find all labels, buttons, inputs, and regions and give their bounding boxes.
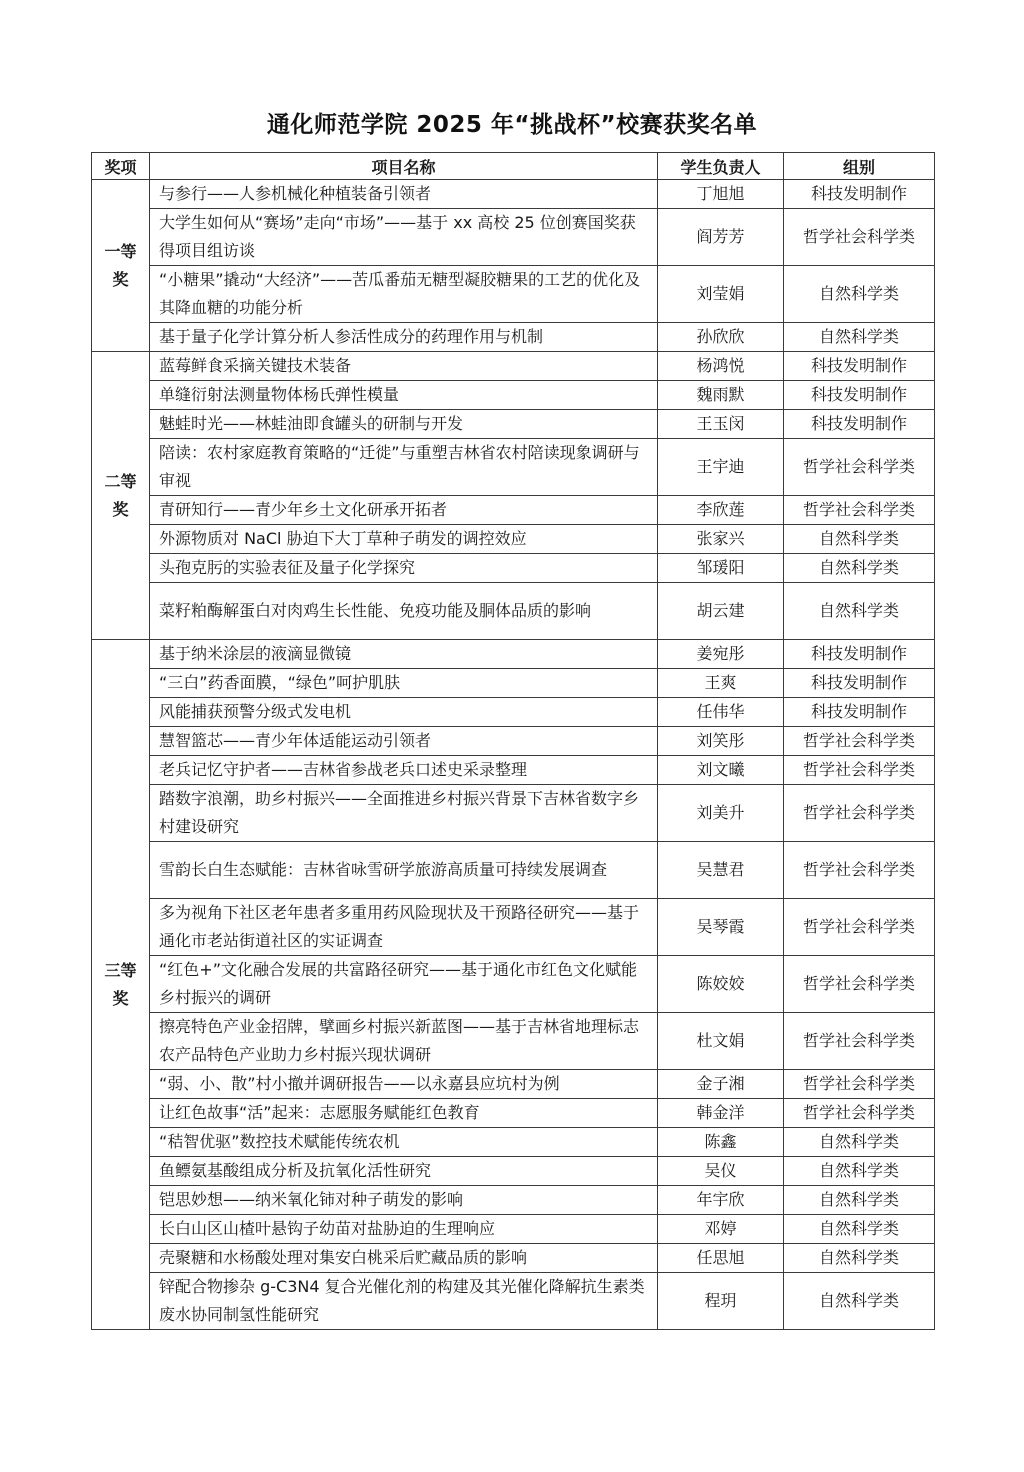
category: 科技发明制作 xyxy=(784,381,935,410)
project-name: 陪读：农村家庭教育策略的“迁徙”与重塑吉林省农村陪读现象调研与审视 xyxy=(150,439,658,496)
student-leader: 张家兴 xyxy=(658,525,784,554)
category: 自然科学类 xyxy=(784,525,935,554)
student-leader: 刘笑彤 xyxy=(658,727,784,756)
category: 哲学社会科学类 xyxy=(784,842,935,899)
category: 哲学社会科学类 xyxy=(784,1099,935,1128)
project-name: “三白”药香面膜，“绿色”呵护肌肤 xyxy=(150,669,658,698)
project-name: 长白山区山楂叶悬钩子幼苗对盐胁迫的生理响应 xyxy=(150,1215,658,1244)
award-level-second: 二等 奖 xyxy=(92,352,150,640)
student-leader: 吴慧君 xyxy=(658,842,784,899)
header-group: 组别 xyxy=(784,153,935,180)
project-name: 踏数字浪潮，助乡村振兴——全面推进乡村振兴背景下吉林省数字乡村建设研究 xyxy=(150,785,658,842)
table-row xyxy=(92,1128,935,1157)
project-name: 基于量子化学计算分析人参活性成分的药理作用与机制 xyxy=(150,323,658,352)
table-row xyxy=(92,1186,935,1215)
student-leader: 姜宛彤 xyxy=(658,640,784,669)
table-row xyxy=(92,554,935,583)
category: 科技发明制作 xyxy=(784,669,935,698)
table-row xyxy=(92,1273,935,1330)
header-level: 奖项 xyxy=(92,153,150,180)
table-row xyxy=(92,323,935,352)
student-leader: 刘美升 xyxy=(658,785,784,842)
project-name: 让红色故事“活”起来：志愿服务赋能红色教育 xyxy=(150,1099,658,1128)
student-leader: 金子湘 xyxy=(658,1070,784,1099)
student-leader: 任思旭 xyxy=(658,1244,784,1273)
document-title: 通化师范学院 2025 年“挑战杯”校赛获奖名单 xyxy=(266,112,758,138)
table-row xyxy=(92,1070,935,1099)
project-name: 铠思妙想——纳米氧化铈对种子萌发的影响 xyxy=(150,1186,658,1215)
student-leader: 杨鸿悦 xyxy=(658,352,784,381)
category: 自然科学类 xyxy=(784,1157,935,1186)
table-row xyxy=(92,1013,935,1070)
table-row xyxy=(92,583,935,640)
project-name: 魅蛙时光——林蛙油即食罐头的研制与开发 xyxy=(150,410,658,439)
award-level-third: 三等 奖 xyxy=(92,640,150,1330)
project-name: 青研知行——青少年乡土文化研承开拓者 xyxy=(150,496,658,525)
category: 哲学社会科学类 xyxy=(784,496,935,525)
category: 自然科学类 xyxy=(784,583,935,640)
student-leader: 刘文曦 xyxy=(658,756,784,785)
category: 自然科学类 xyxy=(784,266,935,323)
student-leader: 陈鑫 xyxy=(658,1128,784,1157)
project-name: 雪韵长白生态赋能：吉林省咏雪研学旅游高质量可持续发展调查 xyxy=(150,842,658,899)
student-leader: 李欣莲 xyxy=(658,496,784,525)
project-name: 基于纳米涂层的液滴显微镜 xyxy=(150,640,658,669)
category: 哲学社会科学类 xyxy=(784,756,935,785)
table-row xyxy=(92,410,935,439)
table-row xyxy=(92,669,935,698)
category: 哲学社会科学类 xyxy=(784,727,935,756)
table-row xyxy=(92,756,935,785)
category: 科技发明制作 xyxy=(784,410,935,439)
student-leader: 吴仪 xyxy=(658,1157,784,1186)
student-leader: 程玥 xyxy=(658,1273,784,1330)
project-name: 与参行——人参机械化种植装备引领者 xyxy=(150,180,658,209)
category: 科技发明制作 xyxy=(784,698,935,727)
awards-table xyxy=(91,152,935,1330)
table-row xyxy=(92,439,935,496)
table-row xyxy=(92,266,935,323)
table-row xyxy=(92,640,935,669)
category: 哲学社会科学类 xyxy=(784,439,935,496)
project-name: 多为视角下社区老年患者多重用药风险现状及干预路径研究——基于通化市老站街道社区的实证调查 xyxy=(150,899,658,956)
table-row xyxy=(92,381,935,410)
table-row xyxy=(92,1157,935,1186)
project-name: 蓝莓鲜食采摘关键技术装备 xyxy=(150,352,658,381)
student-leader: 吴琴霞 xyxy=(658,899,784,956)
category: 哲学社会科学类 xyxy=(784,785,935,842)
project-name: 擦亮特色产业金招牌，擘画乡村振兴新蓝图——基于吉林省地理标志农产品特色产业助力乡村振兴现状调研 xyxy=(150,1013,658,1070)
student-leader: 杜文娟 xyxy=(658,1013,784,1070)
student-leader: 邓婷 xyxy=(658,1215,784,1244)
table-row xyxy=(92,180,935,209)
table-row xyxy=(92,352,935,381)
project-name: “弱、小、散”村小撤并调研报告——以永嘉县应坑村为例 xyxy=(150,1070,658,1099)
category: 自然科学类 xyxy=(784,323,935,352)
student-leader: 王宇迪 xyxy=(658,439,784,496)
table-row xyxy=(92,1215,935,1244)
student-leader: 王爽 xyxy=(658,669,784,698)
category: 自然科学类 xyxy=(784,554,935,583)
category: 自然科学类 xyxy=(784,1128,935,1157)
project-name: “秸智优驱”数控技术赋能传统农机 xyxy=(150,1128,658,1157)
table-row xyxy=(92,785,935,842)
category: 哲学社会科学类 xyxy=(784,899,935,956)
project-name: 头孢克肟的实验表征及量子化学探究 xyxy=(150,554,658,583)
student-leader: 刘莹娟 xyxy=(658,266,784,323)
table-row xyxy=(92,956,935,1013)
table-row xyxy=(92,525,935,554)
project-name: “红色+”文化融合发展的共富路径研究——基于通化市红色文化赋能乡村振兴的调研 xyxy=(150,956,658,1013)
project-name: 老兵记忆守护者——吉林省参战老兵口述史采录整理 xyxy=(150,756,658,785)
student-leader: 丁旭旭 xyxy=(658,180,784,209)
project-name: “小糖果”撬动“大经济”——苦瓜番茄无糖型凝胶糖果的工艺的优化及其降血糖的功能分析 xyxy=(150,266,658,323)
project-name: 锌配合物掺杂 g-C3N4 复合光催化剂的构建及其光催化降解抗生素类废水协同制氢性能研究 xyxy=(150,1273,658,1330)
category: 自然科学类 xyxy=(784,1244,935,1273)
student-leader: 邹瑗阳 xyxy=(658,554,784,583)
project-name: 风能捕获预警分级式发电机 xyxy=(150,698,658,727)
project-name: 慧智篮芯——青少年体适能运动引领者 xyxy=(150,727,658,756)
student-leader: 孙欣欣 xyxy=(658,323,784,352)
table-row xyxy=(92,698,935,727)
project-name: 外源物质对 NaCl 胁迫下大丁草种子萌发的调控效应 xyxy=(150,525,658,554)
category: 哲学社会科学类 xyxy=(784,209,935,266)
header-project: 项目名称 xyxy=(150,153,658,180)
project-name: 单缝衍射法测量物体杨氏弹性模量 xyxy=(150,381,658,410)
project-name: 菜籽粕酶解蛋白对肉鸡生长性能、免疫功能及胴体品质的影响 xyxy=(150,583,658,640)
category: 科技发明制作 xyxy=(784,352,935,381)
category: 自然科学类 xyxy=(784,1215,935,1244)
student-leader: 胡云建 xyxy=(658,583,784,640)
student-leader: 陈姣姣 xyxy=(658,956,784,1013)
table-row xyxy=(92,209,935,266)
category: 科技发明制作 xyxy=(784,180,935,209)
table-row xyxy=(92,1244,935,1273)
category: 科技发明制作 xyxy=(784,640,935,669)
student-leader: 韩金洋 xyxy=(658,1099,784,1128)
table-row xyxy=(92,1099,935,1128)
project-name: 壳聚糖和水杨酸处理对集安白桃采后贮藏品质的影响 xyxy=(150,1244,658,1273)
student-leader: 王玉闵 xyxy=(658,410,784,439)
project-name: 鱼鳔氨基酸组成分析及抗氧化活性研究 xyxy=(150,1157,658,1186)
student-leader: 任伟华 xyxy=(658,698,784,727)
student-leader: 年宇欣 xyxy=(658,1186,784,1215)
header-leader: 学生负责人 xyxy=(658,153,784,180)
table-row xyxy=(92,899,935,956)
student-leader: 魏雨默 xyxy=(658,381,784,410)
category: 自然科学类 xyxy=(784,1186,935,1215)
project-name: 大学生如何从“赛场”走向“市场”——基于 xx 高校 25 位创赛国奖获得项目组访谈 xyxy=(150,209,658,266)
table-row xyxy=(92,727,935,756)
category: 自然科学类 xyxy=(784,1273,935,1330)
table-header-row xyxy=(92,153,935,180)
category: 哲学社会科学类 xyxy=(784,1013,935,1070)
category: 哲学社会科学类 xyxy=(784,956,935,1013)
table-row xyxy=(92,842,935,899)
student-leader: 阎芳芳 xyxy=(658,209,784,266)
category: 哲学社会科学类 xyxy=(784,1070,935,1099)
table-row xyxy=(92,496,935,525)
award-level-first: 一等 奖 xyxy=(92,180,150,352)
